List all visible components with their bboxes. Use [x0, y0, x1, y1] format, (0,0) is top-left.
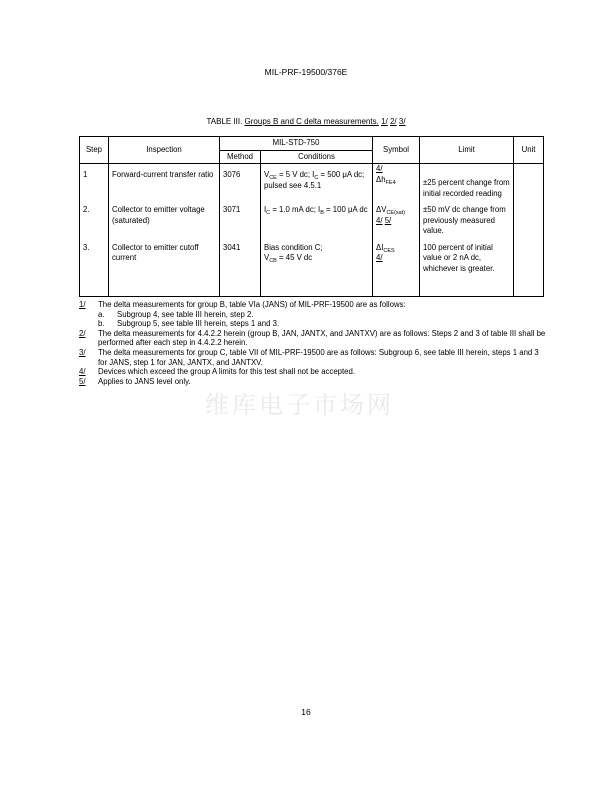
symbol-note-ref: 4/: [376, 253, 383, 262]
header-conditions: Conditions: [261, 150, 373, 164]
page-number: 16: [301, 707, 311, 717]
footnote-text: Devices which exceed the group A limits for this test shall not be accepted.: [98, 367, 356, 377]
header-symbol: Symbol: [373, 137, 420, 164]
header-mil-std: MIL-STD-750: [220, 137, 373, 151]
table-label: TABLE III.: [206, 117, 245, 126]
footnote-mark: 2/: [79, 328, 86, 338]
header-unit: Unit: [514, 137, 544, 164]
table-row: [80, 164, 544, 203]
step-cell: 1: [80, 164, 109, 203]
table-caption: [0, 117, 612, 126]
inspection-cell: Forward-current transfer ratio: [109, 164, 220, 203]
footnote-mark: 3/: [79, 347, 86, 357]
footnotes: [79, 300, 549, 386]
step-cell: 2.: [80, 202, 109, 240]
inspection-cell: Collector to emitter cutoff current: [109, 240, 220, 297]
symbol-cell: $\Delta I_{CES}$ 4/: [373, 240, 420, 297]
footnote: [79, 348, 549, 367]
caption-ref-2: 2/: [389, 117, 397, 126]
table-row: [80, 240, 544, 297]
table-title: Groups B and C delta measurements.: [244, 117, 379, 126]
footnote-mark: 5/: [79, 376, 86, 386]
subitem-text: Subgroup 4, see table III herein, step 2.: [117, 309, 254, 319]
step-cell: 3.: [80, 240, 109, 297]
symbol-note-ref: 4/: [376, 164, 383, 173]
unit-cell: [514, 240, 544, 297]
footnote-text: The delta measurements for 4.4.2.2 herein (group B, JAN, JANTX, and JANTXV) are as follows: Steps 2 and 3 of table III shall be performed after each step in 4.4.2.2 herein.: [98, 328, 546, 348]
document-id-header: MIL-PRF-19500/376E: [264, 67, 348, 77]
watermark: 维库电子市场网: [205, 391, 394, 419]
method-cell: 3076: [220, 164, 261, 203]
footnote-mark: 1/: [79, 300, 86, 309]
table-row: [80, 202, 544, 240]
header-step: Step: [80, 137, 109, 164]
footnote: [79, 367, 549, 377]
method-cell: 3071: [220, 202, 261, 240]
footnote-text: Applies to JANS level only.: [98, 376, 191, 386]
delta-measurements-table: [79, 136, 544, 297]
subitem-text: Subgroup 5, see table III herein, steps 1 and 3.: [117, 319, 280, 329]
caption-ref-1: 1/: [381, 117, 388, 126]
subitem-mark: a.: [98, 309, 105, 319]
header-inspection: Inspection: [109, 137, 220, 164]
footnote: [79, 300, 549, 310]
footnote: [79, 329, 549, 348]
limit-cell: 100 percent of initial value or 2 nA dc, whichever is greater.: [420, 240, 514, 297]
method-cell: 3041: [220, 240, 261, 297]
header-limit: Limit: [420, 137, 514, 164]
unit-cell: [514, 202, 544, 240]
inspection-cell: Collector to emitter voltage (saturated): [109, 202, 220, 240]
subitem-mark: b.: [98, 319, 105, 329]
footnote-text: The delta measurements for group C, table VII of MIL-PRF-19500 are as follows: Subgroup 6, see table III herein, steps 1 and 3 for JANS, step 1 for JAN, JANTX, and JANTXV.: [98, 347, 539, 367]
footnote-subitem: [79, 310, 549, 320]
conditions-cell: Bias condition C; $V_{CB} = 45$ V dc: [261, 240, 373, 297]
footnote-subitem: [79, 319, 549, 329]
caption-ref-3: 3/: [398, 117, 406, 126]
footnote-text: The delta measurements for group B, table VIa (JANS) of MIL-PRF-19500 are as follows:: [98, 300, 406, 309]
limit-cell: ±50 mV dc change from previously measured value.: [420, 202, 514, 240]
conditions-cell: $I_C = 1.0$ mA dc; $I_B = 100$ μA dc: [261, 202, 373, 240]
symbol-note-ref: 4/: [376, 215, 383, 225]
footnote-mark: 4/: [79, 367, 86, 377]
unit-cell: [514, 164, 544, 203]
header-method: Method: [220, 150, 261, 164]
conditions-cell: $V_{CE} = 5$ V dc; $I_C = 500$ μA dc; pulsed see 4.5.1: [261, 164, 373, 203]
limit-cell: ±25 percent change from initial recorded reading: [420, 164, 514, 203]
symbol-note-ref: 5/: [384, 215, 392, 225]
symbol-cell: $\Delta V_{CE(sat)}$ 4/ 5/: [373, 202, 420, 240]
symbol-cell: 4/ $\Delta h_{FE4}$: [373, 164, 420, 203]
